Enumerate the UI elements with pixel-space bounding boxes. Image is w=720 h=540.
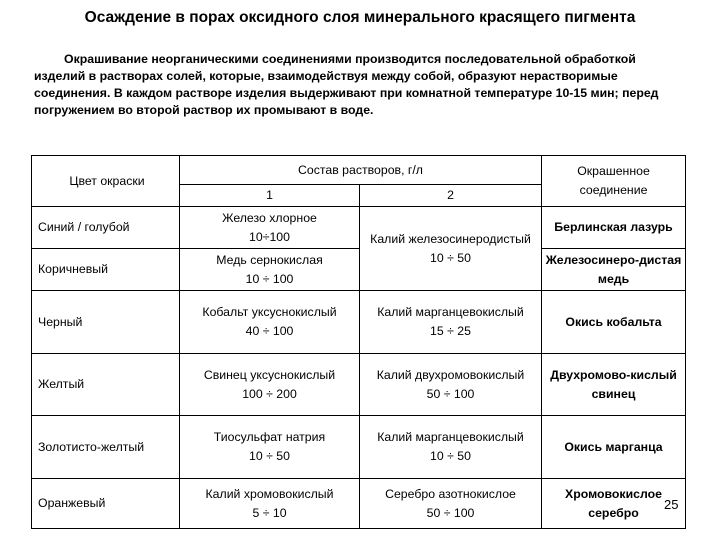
intro-text: Окрашивание неорганическими соединениями производится последовательной обработкой изделий в растворах солей, которые, взаимодействуя между собой, образуют нерастворимые соединения. В каждом растворе изделия выдерживают при комнатной температуре 10-15 мин; перед погружением во второй раствор их промывают в воде. [34, 52, 659, 117]
solution-1-concentration: 10 ÷ 100 [245, 271, 294, 286]
row-solution-1 [180, 249, 360, 291]
solution-2-name: Серебро азотнокислое [385, 486, 516, 501]
row-result: Окись марганца [542, 416, 686, 479]
row-color: Оранжевый [32, 479, 180, 529]
row-color: Синий / голубой [32, 207, 180, 249]
table-row [32, 249, 686, 291]
table-row [32, 207, 686, 249]
header-solution-1: 1 [180, 185, 360, 207]
row-solution-2-shared [360, 207, 542, 291]
row-solution-2 [360, 354, 542, 416]
solution-1-name: Медь сернокислая [216, 252, 323, 267]
row-result: Железосинеро-дистая медь [542, 249, 686, 291]
solution-1-name: Железо хлорное [222, 210, 317, 225]
row-solution-2 [360, 416, 542, 479]
row-result: Хромовокислое серебро [542, 479, 686, 529]
row-result: Окись кобальта [542, 291, 686, 354]
row-color: Желтый [32, 354, 180, 416]
solution-1-name: Кобальт уксуснокислый [202, 305, 337, 319]
table-row [32, 354, 686, 416]
solution-2-name: Калий двухромовокислый [376, 367, 525, 382]
header-solution-2: 2 [360, 185, 542, 207]
slide-title: Осаждение в порах оксидного слоя минерального красящего пигмента [84, 9, 636, 26]
table-row [32, 479, 686, 529]
page-number: 25 [664, 497, 679, 512]
header-composition: Состав растворов, г/л [180, 156, 542, 185]
row-solution-1 [180, 291, 360, 354]
row-solution-1 [180, 207, 360, 249]
row-solution-1 [180, 479, 360, 529]
solution-2-concentration: 10 ÷ 50 [430, 449, 471, 463]
header-result: Окрашенное соединение [542, 156, 686, 207]
row-result: Берлинская лазурь [542, 207, 686, 249]
row-color: Коричневый [32, 249, 180, 291]
solution-2-concentration: 10 ÷ 50 [430, 250, 471, 265]
solution-1-concentration: 5 ÷ 10 [252, 505, 287, 520]
row-color: Черный [32, 291, 180, 354]
header-row [32, 156, 686, 185]
row-solution-1 [180, 354, 360, 416]
solution-2-name: Калий марганцевокислый [377, 430, 524, 444]
solution-1-concentration: 100 ÷ 200 [242, 386, 297, 401]
solution-1-name: Калий хромовокислый [205, 486, 334, 501]
solution-2-concentration: 15 ÷ 25 [430, 324, 471, 338]
solution-2-name: Калий железосинеродистый [370, 231, 531, 246]
header-color: Цвет окраски [32, 156, 180, 207]
intro-paragraph [34, 51, 674, 119]
row-solution-1 [180, 416, 360, 479]
row-result: Двухромово-кислый свинец [542, 354, 686, 416]
solution-2-concentration: 50 ÷ 100 [426, 505, 475, 520]
solution-1-name: Свинец уксуснокислый [203, 367, 336, 382]
solution-2-concentration: 50 ÷ 100 [426, 386, 475, 401]
solution-1-concentration: 10÷100 [249, 229, 290, 244]
solution-2-name: Калий марганцевокислый [377, 305, 524, 319]
solution-1-concentration: 10 ÷ 50 [249, 449, 290, 463]
table-row [32, 291, 686, 354]
solution-1-name: Тиосульфат натрия [213, 430, 326, 444]
row-color: Золотисто-желтый [32, 416, 180, 479]
row-solution-2 [360, 479, 542, 529]
row-solution-2 [360, 291, 542, 354]
table-row [32, 416, 686, 479]
pigment-table [31, 155, 686, 529]
solution-1-concentration: 40 ÷ 100 [245, 324, 294, 338]
